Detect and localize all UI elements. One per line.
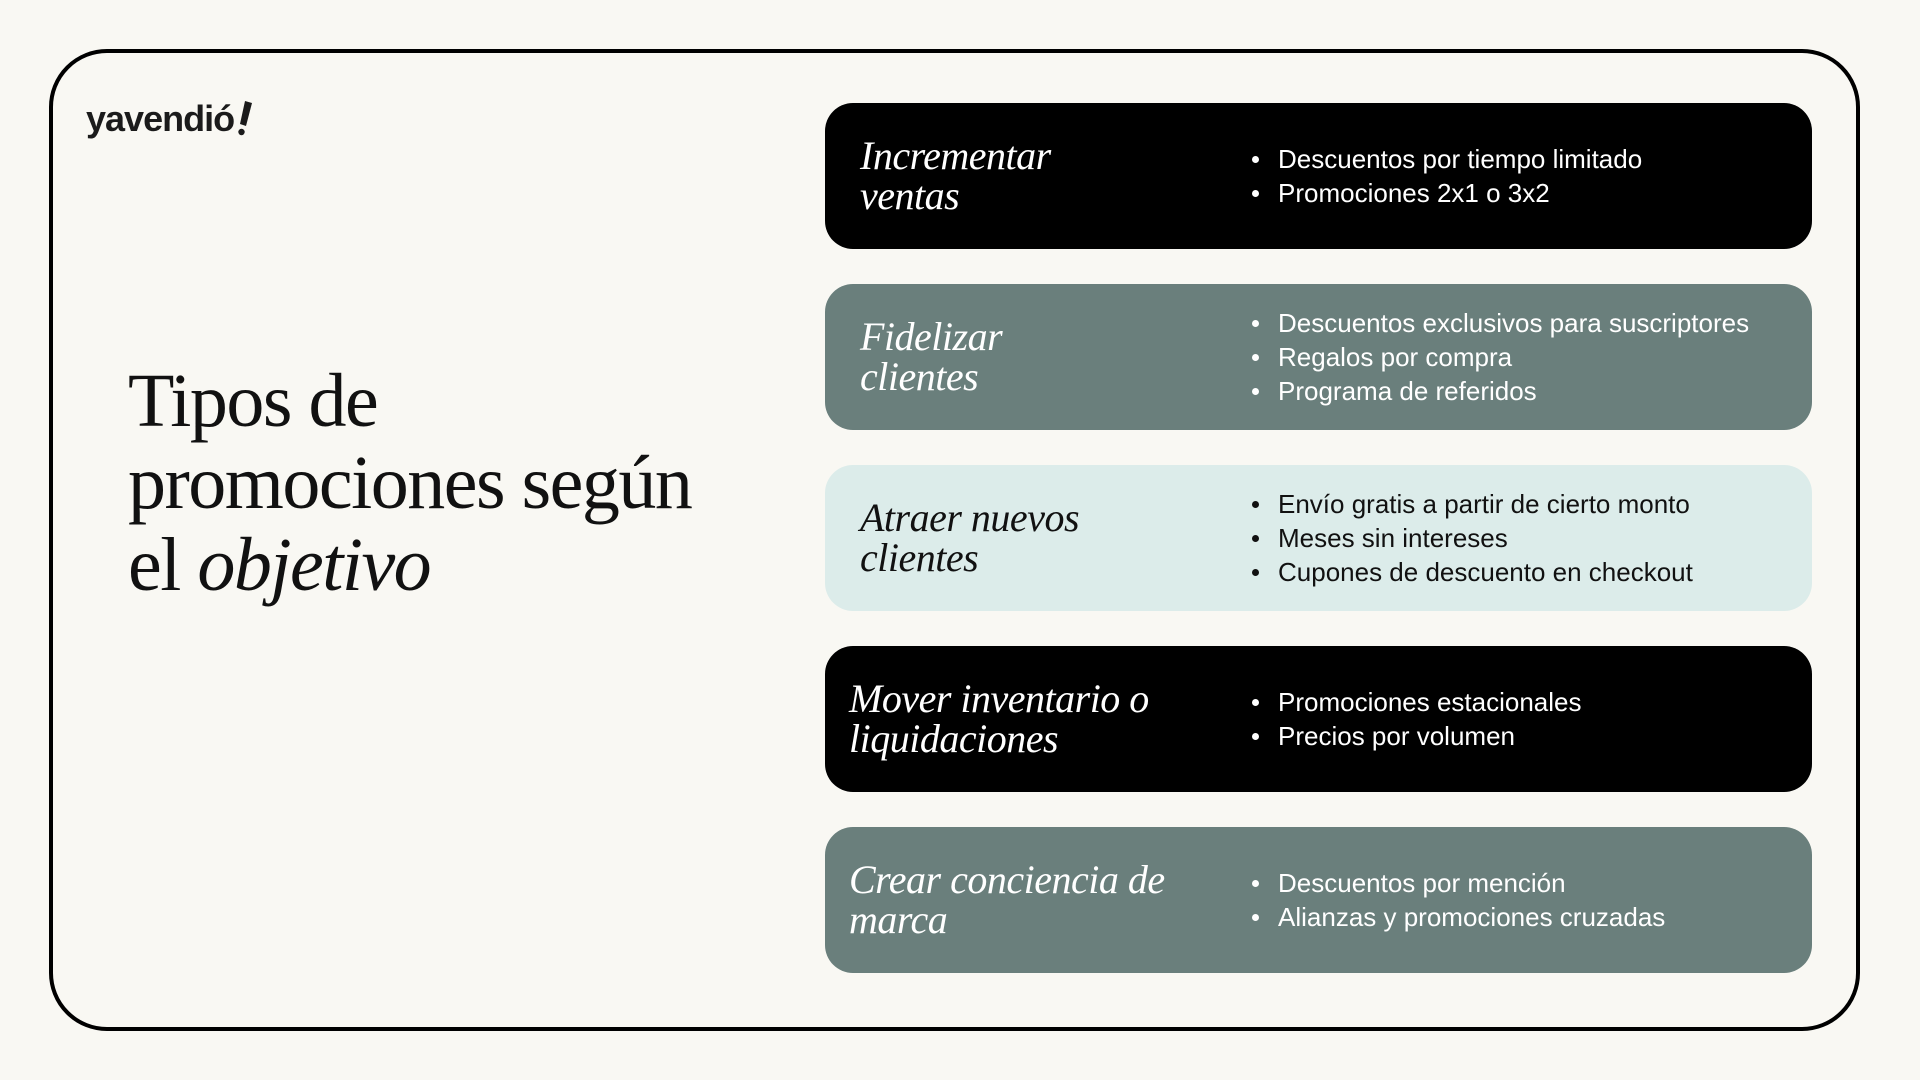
card-title-line-1: Mover inventario o (849, 676, 1149, 721)
card-title-line-2: marca (849, 897, 948, 942)
title-line-3-plain: el (128, 523, 198, 607)
card-title (849, 857, 1189, 942)
slide-title (128, 360, 768, 606)
card-title (849, 676, 1189, 761)
title-line-3-italic: objetivo (197, 523, 431, 607)
card-title (860, 495, 1160, 580)
list-item: Alianzas y promociones cruzadas (1250, 900, 1665, 934)
card-crear-conciencia (825, 827, 1812, 973)
card-title-line-1: Incrementar (860, 133, 1051, 178)
card-bullet-list (1250, 685, 1582, 753)
card-atraer-nuevos-clientes (825, 465, 1812, 611)
list-item: Programa de referidos (1250, 374, 1749, 408)
card-title-line-2: clientes (860, 535, 979, 580)
card-title (860, 314, 1160, 399)
card-title-line-2: liquidaciones (849, 716, 1059, 761)
list-item: Meses sin intereses (1250, 521, 1693, 555)
title-line-1: Tipos de (128, 359, 378, 443)
card-title-line-1: Crear conciencia de (849, 857, 1165, 902)
card-title-line-1: Atraer nuevos (860, 495, 1080, 540)
card-bullet-list (1250, 306, 1749, 408)
list-item: Promociones estacionales (1250, 685, 1582, 719)
brand-logo-text: yavendió (86, 98, 235, 139)
card-title (860, 133, 1160, 218)
list-item: Promociones 2x1 o 3x2 (1250, 176, 1642, 210)
card-title-line-1: Fidelizar (860, 314, 1003, 359)
list-item: Envío gratis a partir de cierto monto (1250, 487, 1693, 521)
card-incrementar-ventas (825, 103, 1812, 249)
card-fidelizar-clientes (825, 284, 1812, 430)
pencil-exclamation-icon (236, 99, 254, 137)
list-item: Precios por volumen (1250, 719, 1582, 753)
list-item: Cupones de descuento en checkout (1250, 555, 1693, 589)
card-mover-inventario (825, 646, 1812, 792)
brand-logo (86, 99, 254, 137)
card-bullet-list (1250, 487, 1693, 589)
list-item: Descuentos por mención (1250, 866, 1665, 900)
card-title-line-2: ventas (860, 173, 960, 218)
card-title-line-2: clientes (860, 354, 979, 399)
card-bullet-list (1250, 866, 1665, 934)
objective-cards (825, 103, 1812, 1008)
list-item: Descuentos exclusivos para suscriptores (1250, 306, 1749, 340)
title-line-3 (128, 524, 768, 606)
list-item: Descuentos por tiempo limitado (1250, 142, 1642, 176)
card-bullet-list (1250, 142, 1642, 210)
title-line-2: promociones según (128, 441, 692, 525)
list-item: Regalos por compra (1250, 340, 1749, 374)
